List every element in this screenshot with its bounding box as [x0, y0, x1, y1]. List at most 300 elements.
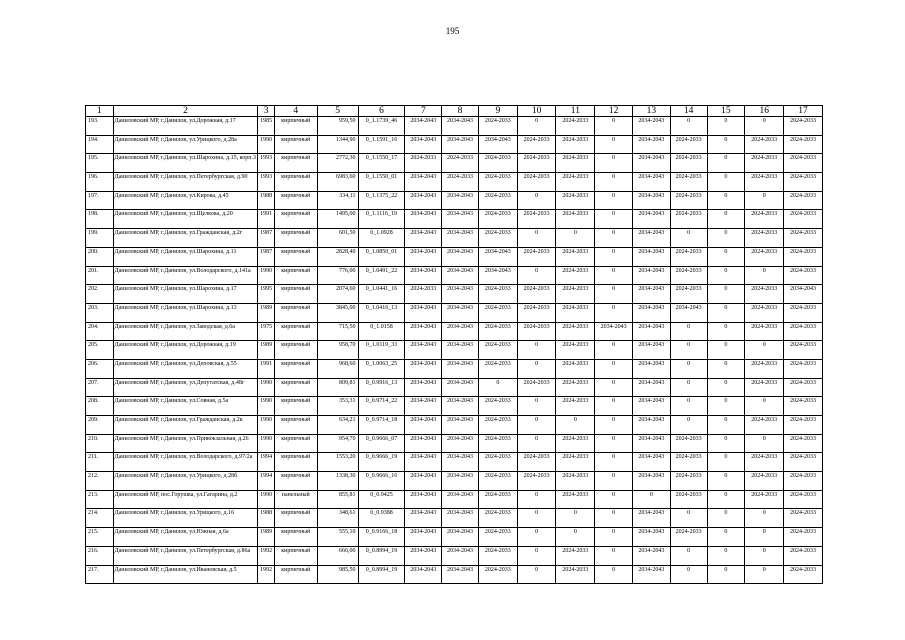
table-cell-col-10: 0 [517, 266, 556, 285]
table-cell-col-1: 215. [86, 528, 114, 547]
table-cell-col-7: 2034-2043 [405, 528, 442, 547]
table-cell-col-6: 0_0.9166_18 [358, 528, 405, 547]
table-cell-col-9: 2024-2033 [478, 397, 517, 416]
table-cell-col-17: 2024-2033 [784, 434, 823, 453]
column-header-7: 7 [405, 106, 442, 117]
table-cell-col-10: 0 [517, 191, 556, 210]
table-cell-col-17: 2024-2033 [784, 117, 823, 136]
table-row [86, 135, 823, 154]
table-cell-col-12: 0 [595, 397, 633, 416]
table-cell-col-10: 0 [517, 229, 556, 248]
table-cell-col-10: 0 [517, 117, 556, 136]
table-cell-col-17: 2024-2033 [784, 173, 823, 192]
table-cell-col-5: 1338,30 [317, 472, 358, 491]
table-cell-col-5: 985,50 [317, 565, 358, 584]
table-cell-col-4: кирпичный [274, 229, 317, 248]
table-cell-col-11: 2024-2033 [556, 173, 595, 192]
table-cell-col-16: 0 [745, 546, 784, 565]
table-cell-col-12: 2034-2043 [595, 322, 633, 341]
column-header-14: 14 [670, 106, 707, 117]
table-cell-col-6: 0_1.1375_22 [358, 191, 405, 210]
table-cell-col-6: 0_1.1739_46 [358, 117, 405, 136]
table-cell-col-15: 0 [707, 210, 745, 229]
table-cell-col-2: Даниловский МР, г.Данилов, ул.Дорожная, д.17 [113, 117, 258, 136]
table-cell-col-11: 2024-2033 [556, 303, 595, 322]
table-cell-col-6: 0_1.1116_19 [358, 210, 405, 229]
table-cell-col-12: 0 [595, 303, 633, 322]
table-cell-col-8: 2034-2043 [442, 416, 479, 435]
table-cell-col-14: 0 [670, 378, 707, 397]
table-cell-col-5: 6983,60 [317, 173, 358, 192]
page-number: 195 [445, 26, 460, 36]
table-cell-col-8: 2034-2043 [442, 359, 479, 378]
table-cell-col-2: Даниловский МР, г.Данилов, ул.Урицкого, д.28а [113, 135, 258, 154]
table-cell-col-1: 206. [86, 359, 114, 378]
table-cell-col-3: 1995 [258, 285, 274, 304]
table-cell-col-13: 2034-2043 [633, 154, 671, 173]
table-cell-col-9: 2034-2043 [478, 135, 517, 154]
table-cell-col-16: 0 [745, 191, 784, 210]
table-cell-col-7: 2034-2043 [405, 303, 442, 322]
table-cell-col-1: 212. [86, 472, 114, 491]
table-cell-col-11: 2024-2033 [556, 191, 595, 210]
table-cell-col-6: 0_1.0119_33 [358, 341, 405, 360]
table-cell-col-11: 0 [556, 416, 595, 435]
table-cell-col-16: 2024-2033 [745, 173, 784, 192]
table-cell-col-7: 2034-2043 [405, 117, 442, 136]
table-cell-col-1: 208. [86, 397, 114, 416]
table-cell-col-4: кирпичный [274, 210, 317, 229]
table-row [86, 378, 823, 397]
table-cell-col-6: 0_1.0850_01 [358, 247, 405, 266]
table-cell-col-16: 2024-2033 [745, 303, 784, 322]
table-cell-col-4: кирпичный [274, 509, 317, 528]
table-cell-col-3: 1991 [258, 359, 274, 378]
table-cell-col-5: 958,70 [317, 341, 358, 360]
table-cell-col-6: 0_0.9666_16 [358, 472, 405, 491]
table-cell-col-15: 0 [707, 472, 745, 491]
table-cell-col-4: кирпичный [274, 565, 317, 584]
table-cell-col-16: 0 [745, 341, 784, 360]
table-cell-col-4: кирпичный [274, 397, 317, 416]
table-cell-col-9: 2024-2033 [478, 210, 517, 229]
table-cell-col-4: кирпичный [274, 472, 317, 491]
table-cell-col-11: 2024-2033 [556, 341, 595, 360]
table-cell-col-15: 0 [707, 247, 745, 266]
table-cell-col-8: 2034-2043 [442, 341, 479, 360]
table-cell-col-4: кирпичный [274, 453, 317, 472]
table-cell-col-15: 0 [707, 509, 745, 528]
table-cell-col-3: 1985 [258, 117, 274, 136]
table-cell-col-9: 2024-2033 [478, 322, 517, 341]
column-header-13: 13 [633, 106, 671, 117]
table-cell-col-15: 0 [707, 135, 745, 154]
table-cell-col-13: 2034-2043 [633, 453, 671, 472]
table-cell-col-15: 0 [707, 434, 745, 453]
table-cell-col-13: 2034-2043 [633, 565, 671, 584]
table-cell-col-9: 2024-2033 [478, 416, 517, 435]
table-cell-col-13: 2034-2043 [633, 210, 671, 229]
table-cell-col-9: 2024-2033 [478, 154, 517, 173]
table-cell-col-7: 2034-2043 [405, 229, 442, 248]
table-cell-col-9: 2024-2033 [478, 303, 517, 322]
table-cell-col-12: 0 [595, 359, 633, 378]
table-cell-col-3: 1989 [258, 303, 274, 322]
table-cell-col-16: 2024-2033 [745, 490, 784, 509]
table-cell-col-16: 0 [745, 528, 784, 547]
table-cell-col-16: 2024-2033 [745, 154, 784, 173]
table-cell-col-1: 195. [86, 154, 114, 173]
table-cell-col-2: Даниловский МР, г.Данилов, ул.Урицкого, д.16 [113, 509, 258, 528]
table-cell-col-4: кирпичный [274, 266, 317, 285]
table-cell-col-1: 213. [86, 490, 114, 509]
table-cell-col-14: 0 [670, 397, 707, 416]
table-cell-col-5: 353,31 [317, 397, 358, 416]
table-cell-col-10: 2024-2033 [517, 285, 556, 304]
table-cell-col-17: 2024-2033 [784, 546, 823, 565]
table-row [86, 210, 823, 229]
table-cell-col-14: 2024-2033 [670, 472, 707, 491]
table-row [86, 173, 823, 192]
table-cell-col-7: 2034-2043 [405, 210, 442, 229]
table-cell-col-16: 2024-2033 [745, 378, 784, 397]
table-cell-col-9: 2024-2033 [478, 490, 517, 509]
table-cell-col-7: 2034-2043 [405, 472, 442, 491]
table-cell-col-14: 2024-2033 [670, 285, 707, 304]
table-cell-col-14: 2024-2033 [670, 191, 707, 210]
table-cell-col-12: 0 [595, 191, 633, 210]
table-cell-col-6: 0_0.9425 [358, 490, 405, 509]
table-cell-col-2: Даниловский МР, г.Данилов, ул.Южная, д.6а [113, 528, 258, 547]
table-cell-col-10: 0 [517, 546, 556, 565]
table-cell-col-12: 0 [595, 565, 633, 584]
table-cell-col-15: 0 [707, 416, 745, 435]
table-cell-col-12: 0 [595, 154, 633, 173]
table-cell-col-14: 0 [670, 341, 707, 360]
table-cell-col-4: кирпичный [274, 154, 317, 173]
table-cell-col-12: 0 [595, 434, 633, 453]
table-cell-col-11: 0 [556, 509, 595, 528]
table-cell-col-6: 0_1.0063_25 [358, 359, 405, 378]
table-cell-col-14: 2024-2033 [670, 247, 707, 266]
table-cell-col-13: 2034-2043 [633, 546, 671, 565]
table-cell-col-10: 0 [517, 416, 556, 435]
table-cell-col-4: кирпичный [274, 416, 317, 435]
table-cell-col-15: 0 [707, 303, 745, 322]
table-cell-col-14: 0 [670, 416, 707, 435]
table-cell-col-1: 209. [86, 416, 114, 435]
table-cell-col-7: 2034-2043 [405, 322, 442, 341]
table-cell-col-11: 2024-2033 [556, 359, 595, 378]
table-cell-col-10: 0 [517, 490, 556, 509]
table-cell-col-13: 2034-2043 [633, 434, 671, 453]
table-cell-col-13: 2034-2043 [633, 117, 671, 136]
table-cell-col-13: 2034-2043 [633, 266, 671, 285]
table-cell-col-10: 0 [517, 397, 556, 416]
table-cell-col-13: 2034-2043 [633, 528, 671, 547]
table-cell-col-8: 2034-2043 [442, 266, 479, 285]
table-cell-col-17: 2024-2033 [784, 210, 823, 229]
table-row [86, 303, 823, 322]
table-cell-col-2: Даниловский МР, г.Данилов, ул.Шарохина, д.15, корп.3 [113, 154, 258, 173]
table-cell-col-2: Даниловский МР, г.Данилов, ул.Ивановская, д.5 [113, 565, 258, 584]
table-cell-col-8: 2034-2043 [442, 322, 479, 341]
table-cell-col-1: 217. [86, 565, 114, 584]
table-cell-col-9: 2024-2033 [478, 453, 517, 472]
table-cell-col-11: 0 [556, 528, 595, 547]
table-cell-col-14: 2024-2033 [670, 528, 707, 547]
table-cell-col-2: Даниловский МР, г.Данилов, ул.Володарского, д.97/2а [113, 453, 258, 472]
table-cell-col-8: 2034-2043 [442, 303, 479, 322]
table-cell-col-13: 2034-2043 [633, 173, 671, 192]
table-cell-col-12: 0 [595, 341, 633, 360]
table-cell-col-4: кирпичный [274, 285, 317, 304]
table-cell-col-13: 2034-2043 [633, 509, 671, 528]
table-cell-col-13: 2034-2043 [633, 416, 671, 435]
table-cell-col-3: 1987 [258, 229, 274, 248]
table-cell-col-3: 1990 [258, 266, 274, 285]
table-cell-col-4: кирпичный [274, 434, 317, 453]
table-cell-col-1: 201. [86, 266, 114, 285]
table-row [86, 416, 823, 435]
table-cell-col-6: 0_0.9388 [358, 509, 405, 528]
table-row [86, 490, 823, 509]
table-cell-col-6: 0_1.1550_17 [358, 154, 405, 173]
table-row [86, 247, 823, 266]
table-cell-col-9: 2024-2033 [478, 117, 517, 136]
table-cell-col-11: 2024-2033 [556, 285, 595, 304]
table-cell-col-5: 1344,90 [317, 135, 358, 154]
table-cell-col-2: Даниловский МР, г.Данилов, ул.Шарохина, д.11 [113, 247, 258, 266]
table-cell-col-15: 0 [707, 378, 745, 397]
table-cell-col-4: кирпичный [274, 359, 317, 378]
table-cell-col-4: кирпичный [274, 173, 317, 192]
table-cell-col-7: 2024-2033 [405, 285, 442, 304]
table-cell-col-17: 2024-2033 [784, 266, 823, 285]
table-cell-col-9: 2024-2033 [478, 509, 517, 528]
table-cell-col-8: 2024-2033 [442, 154, 479, 173]
table-cell-col-17: 2024-2033 [784, 565, 823, 584]
table-cell-col-3: 1993 [258, 154, 274, 173]
table-cell-col-5: 555,10 [317, 528, 358, 547]
table-cell-col-1: 214. [86, 509, 114, 528]
table-cell-col-9: 2034-2043 [478, 247, 517, 266]
table-cell-col-7: 2024-2033 [405, 154, 442, 173]
table-cell-col-7: 2034-2043 [405, 490, 442, 509]
table-cell-col-15: 0 [707, 154, 745, 173]
table-cell-col-2: Даниловский МР, г.Данилов, ул.Петербургская, д.90 [113, 173, 258, 192]
table-cell-col-2: Даниловский МР, г.Данилов, ул.Гражданская, д.2г [113, 229, 258, 248]
table-cell-col-16: 2024-2033 [745, 229, 784, 248]
table-cell-col-7: 2034-2043 [405, 453, 442, 472]
table-cell-col-11: 2024-2033 [556, 210, 595, 229]
table-cell-col-12: 0 [595, 135, 633, 154]
table-cell-col-14: 2024-2033 [670, 490, 707, 509]
table-cell-col-4: кирпичный [274, 117, 317, 136]
table-cell-col-2: Даниловский МР, г.Данилов, ул.Шарохина, д.17 [113, 285, 258, 304]
table-cell-col-3: 1990 [258, 135, 274, 154]
table-cell-col-10: 2024-2033 [517, 472, 556, 491]
table-cell-col-1: 194. [86, 135, 114, 154]
table-cell-col-6: 0_0.9666_07 [358, 434, 405, 453]
table-header-row [86, 106, 823, 117]
table-cell-col-14: 2024-2033 [670, 434, 707, 453]
table-cell-col-1: 205. [86, 341, 114, 360]
table-cell-col-15: 0 [707, 546, 745, 565]
table-cell-col-10: 2024-2033 [517, 322, 556, 341]
table-cell-col-7: 2034-2043 [405, 135, 442, 154]
column-header-5: 5 [317, 106, 358, 117]
table-cell-col-2: Даниловский МР, г.Данилов, ул.Петербургская, д.86а [113, 546, 258, 565]
table-cell-col-6: 0_1.1591_16 [358, 135, 405, 154]
table-cell-col-3: 1989 [258, 341, 274, 360]
table-cell-col-6: 0_1.0158 [358, 322, 405, 341]
table-cell-col-12: 0 [595, 210, 633, 229]
table-cell-col-8: 2034-2043 [442, 247, 479, 266]
table-cell-col-3: 1993 [258, 173, 274, 192]
table-cell-col-8: 2034-2043 [442, 453, 479, 472]
table-cell-col-2: Даниловский МР, г.Данилов, ул.Кирова, д.45 [113, 191, 258, 210]
table-cell-col-5: 2772,30 [317, 154, 358, 173]
table-cell-col-3: 1992 [258, 546, 274, 565]
table-cell-col-7: 2034-2043 [405, 565, 442, 584]
table-cell-col-9: 2024-2033 [478, 229, 517, 248]
table-cell-col-16: 2024-2033 [745, 247, 784, 266]
table-cell-col-17: 2024-2033 [784, 378, 823, 397]
table-cell-col-5: 2828,40 [317, 247, 358, 266]
table-cell-col-11: 2024-2033 [556, 434, 595, 453]
table-cell-col-14: 0 [670, 117, 707, 136]
column-header-2: 2 [113, 106, 258, 117]
table-cell-col-2: Даниловский МР, г.Данилов, ул.Урицкого, д.28б [113, 472, 258, 491]
table-cell-col-16: 2024-2033 [745, 359, 784, 378]
table-cell-col-15: 0 [707, 266, 745, 285]
table-cell-col-10: 0 [517, 509, 556, 528]
table-cell-col-2: Даниловский МР, г.Данилов, ул.Совная, д.5а [113, 397, 258, 416]
table-cell-col-7: 2034-2043 [405, 434, 442, 453]
table-cell-col-2: Даниловский МР, г.Данилов, ул.Шарохина, д.13 [113, 303, 258, 322]
table-cell-col-9: 2024-2033 [478, 173, 517, 192]
table-cell-col-11: 2024-2033 [556, 247, 595, 266]
table-cell-col-5: 3845,00 [317, 303, 358, 322]
table-cell-col-6: 0_1.0416_13 [358, 303, 405, 322]
table-cell-col-13: 2034-2043 [633, 229, 671, 248]
table-cell-col-13: 2034-2043 [633, 378, 671, 397]
table-body [86, 117, 823, 584]
table-cell-col-13: 2034-2043 [633, 191, 671, 210]
table-cell-col-2: Даниловский МР, пос.Горушка, ул.Гагарина, д.2 [113, 490, 258, 509]
table-cell-col-12: 0 [595, 247, 633, 266]
table-row [86, 472, 823, 491]
column-header-6: 6 [358, 106, 405, 117]
table-cell-col-5: 954,70 [317, 434, 358, 453]
table-cell-col-9: 2024-2033 [478, 472, 517, 491]
table-cell-col-16: 2024-2033 [745, 472, 784, 491]
table-cell-col-16: 0 [745, 434, 784, 453]
table-cell-col-6: 0_1.0441_16 [358, 285, 405, 304]
table-cell-col-2: Даниловский МР, г.Данилов, ул.Гражданская, д.2к [113, 416, 258, 435]
table-cell-col-9: 2024-2033 [478, 528, 517, 547]
table-cell-col-4: панельный [274, 490, 317, 509]
table-cell-col-11: 2024-2033 [556, 490, 595, 509]
table-cell-col-7: 2034-2043 [405, 341, 442, 360]
table-cell-col-5: 666,00 [317, 546, 358, 565]
table-cell-col-13: 2034-2043 [633, 247, 671, 266]
column-header-10: 10 [517, 106, 556, 117]
table-cell-col-7: 2034-2043 [405, 359, 442, 378]
table-row [86, 509, 823, 528]
table-cell-col-6: 0_0.9714_22 [358, 397, 405, 416]
table-cell-col-3: 1991 [258, 210, 274, 229]
table-cell-col-17: 2024-2033 [784, 341, 823, 360]
table-cell-col-3: 1994 [258, 453, 274, 472]
table-cell-col-17: 2024-2033 [784, 416, 823, 435]
table-cell-col-12: 0 [595, 546, 633, 565]
table-cell-col-5: 2074,60 [317, 285, 358, 304]
table-row [86, 453, 823, 472]
table-cell-col-11: 2024-2033 [556, 546, 595, 565]
table-cell-col-8: 2034-2043 [442, 229, 479, 248]
table-row [86, 154, 823, 173]
table-row [86, 434, 823, 453]
table-cell-col-7: 2034-2043 [405, 266, 442, 285]
table-cell-col-13: 0 [633, 490, 671, 509]
table-cell-col-1: 202. [86, 285, 114, 304]
table-cell-col-6: 0_1.0928 [358, 229, 405, 248]
table-cell-col-12: 0 [595, 266, 633, 285]
table-cell-col-16: 0 [745, 117, 784, 136]
table-cell-col-9: 2024-2033 [478, 191, 517, 210]
table-cell-col-9: 2024-2033 [478, 565, 517, 584]
table-cell-col-2: Даниловский МР, г.Данилов, ул.Заводская, д.6а [113, 322, 258, 341]
table-cell-col-1: 200. [86, 247, 114, 266]
table-cell-col-4: кирпичный [274, 546, 317, 565]
table-row [86, 266, 823, 285]
table-cell-col-5: 855,81 [317, 490, 358, 509]
table-cell-col-9: 2024-2033 [478, 285, 517, 304]
column-header-9: 9 [478, 106, 517, 117]
table-cell-col-10: 2024-2033 [517, 247, 556, 266]
table-cell-col-12: 0 [595, 416, 633, 435]
table-cell-col-17: 2024-2033 [784, 359, 823, 378]
table-cell-col-10: 2024-2033 [517, 378, 556, 397]
table-cell-col-1: 216. [86, 546, 114, 565]
table-cell-col-17: 2024-2033 [784, 509, 823, 528]
table-cell-col-1: 210. [86, 434, 114, 453]
table-row [86, 285, 823, 304]
table-cell-col-2: Даниловский МР, г.Данилов, ул.Привокзальная, д.26 [113, 434, 258, 453]
table-cell-col-14: 2024-2033 [670, 266, 707, 285]
table-cell-col-11: 2024-2033 [556, 154, 595, 173]
table-cell-col-7: 2034-2043 [405, 397, 442, 416]
table-cell-col-13: 2034-2043 [633, 341, 671, 360]
table-cell-col-8: 2034-2043 [442, 528, 479, 547]
table-cell-col-8: 2034-2043 [442, 378, 479, 397]
table-cell-col-10: 0 [517, 341, 556, 360]
table-cell-col-10: 2024-2033 [517, 154, 556, 173]
table-cell-col-6: 0_0.9916_13 [358, 378, 405, 397]
table-row [86, 322, 823, 341]
table-cell-col-14: 2024-2033 [670, 210, 707, 229]
table-cell-col-3: 1990 [258, 416, 274, 435]
table-cell-col-8: 2034-2043 [442, 546, 479, 565]
table-cell-col-7: 2034-2043 [405, 546, 442, 565]
table-cell-col-12: 0 [595, 173, 633, 192]
table-cell-col-12: 0 [595, 117, 633, 136]
column-header-17: 17 [784, 106, 823, 117]
table-cell-col-2: Даниловский МР, г.Данилов, ул.Деповская, д.55 [113, 359, 258, 378]
table-cell-col-9: 2024-2033 [478, 341, 517, 360]
